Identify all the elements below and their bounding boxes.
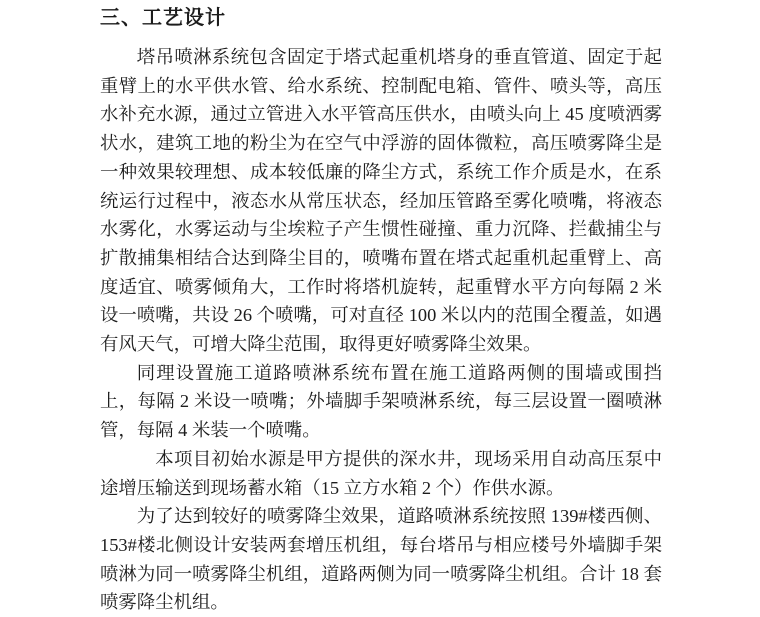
paragraph-booster-units: 为了达到较好的喷雾降尘效果，道路喷淋系统按照 139#楼西侧、153#楼北侧设计安装两套增压机组，每台塔吊与相应楼号外墙脚手架喷淋为同一喷雾降尘机组，道路两侧为同一喷雾降尘机组。合计 18 套喷雾降尘机组。 <box>100 506 662 613</box>
paragraph-road-and-scaffold-spray: 同理设置施工道路喷淋系统布置在施工道路两侧的围墙或围挡上，每隔 2 米设一喷嘴；外墙脚手架喷淋系统，每三层设置一圈喷淋管，每隔 4 米装一个喷嘴。 <box>100 362 662 441</box>
section-heading: 三、工艺设计 <box>100 7 226 29</box>
paragraph-water-source: 本项目初始水源是甲方提供的深水井，现场采用自动高压泵中途增压输送到现场蓄水箱（15 立方水箱 2 个）作供水源。 <box>100 448 662 498</box>
paragraph-tower-crane-spray-system: 塔吊喷淋系统包含固定于塔式起重机塔身的垂直管道、固定于起重臂上的水平供水管、给水系统、控制配电箱、管件、喷头等，高压水补充水源，通过立管进入水平管高压供水，由喷头向上 45 度喷洒雾状水，建筑工地的粉尘为在空气中浮游的固体微粒，高压喷雾降尘是一种效果较理想、成本较低廉的降尘方式，系统工作介质是水，在系统运行过程中，液态水从常压状态，经加压管路至雾化喷嘴，将液态水雾化，水雾运动与尘埃粒子产生惯性碰撞、重力沉降、拦截捕尘与扩散捕集相结合达到降尘目的，喷嘴布置在塔式起重机起重臂上、高度适宜、喷雾倾角大，工作时将塔机旋转，起重臂水平方向每隔 2 米设一喷嘴，共设 26 个喷嘴，可对直径 100 米以内的范围全覆盖，如遇有风天气，可增大降尘范围，取得更好喷雾降尘效果。 <box>100 47 662 355</box>
